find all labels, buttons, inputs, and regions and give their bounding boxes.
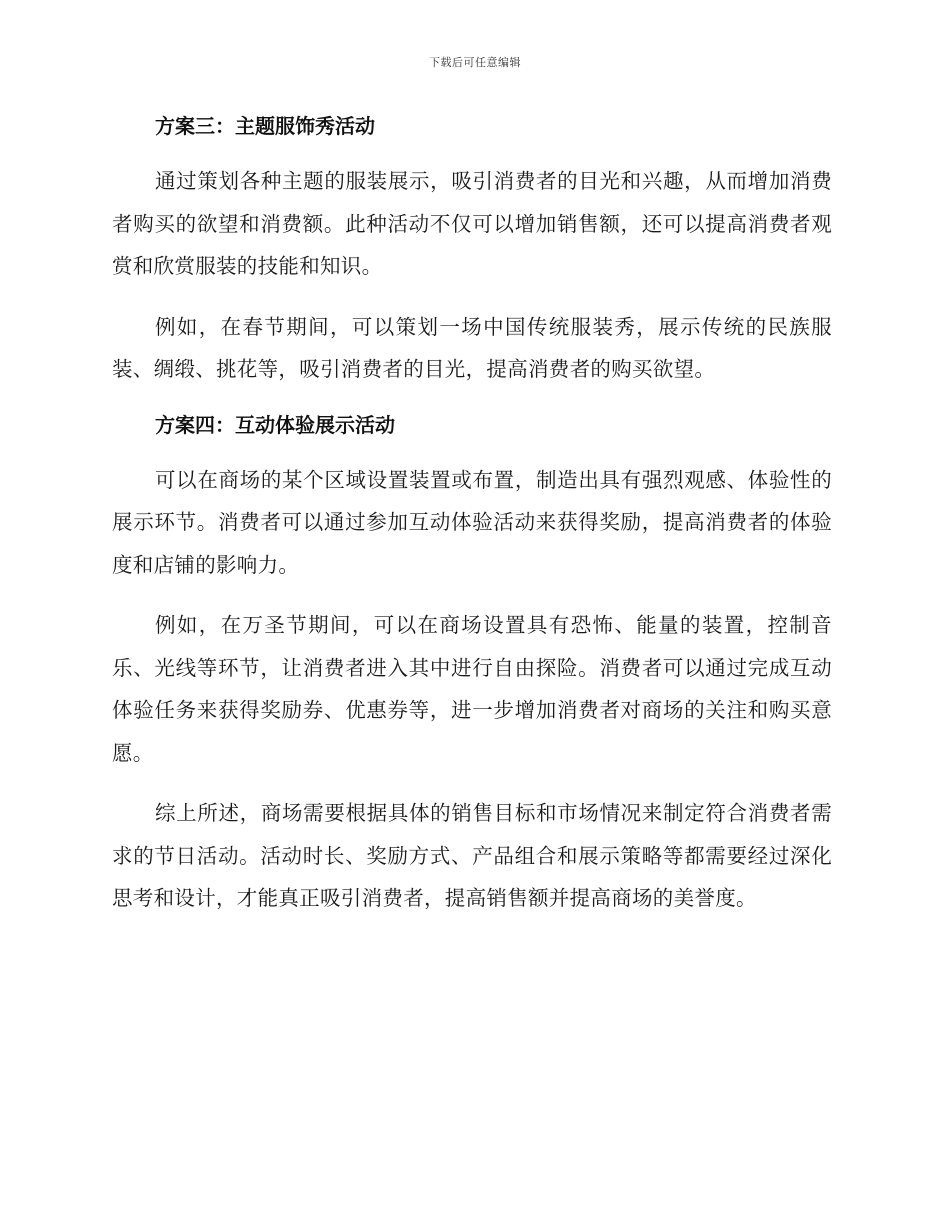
paragraph: 例如，在春节期间，可以策划一场中国传统服装秀，展示传统的民族服装、绸缎、挑花等，吸引消费者的目光，提高消费者的购买欲望。 — [112, 314, 832, 381]
document-body — [112, 110, 832, 938]
paragraph: 通过策划各种主题的服装展示，吸引消费者的目光和兴趣，从而增加消费者购买的欲望和消费额。此种活动不仅可以增加销售额，还可以提高消费者观赏和欣赏服装的技能和知识。 — [112, 169, 832, 278]
paragraph: 可以在商场的某个区域设置装置或布置，制造出具有强烈观感、体验性的展示环节。消费者可以通过参加互动体验活动来获得奖励，提高消费者的体验度和店铺的影响力。 — [112, 467, 832, 577]
section-heading: 方案三：主题服饰秀活动 — [155, 114, 375, 138]
paragraph: 例如，在万圣节期间，可以在商场设置具有恐怖、能量的装置，控制音乐、光线等环节，让消费者进入其中进行自由探险。消费者可以通过完成互动体验任务来获得奖励券、优惠券等，进一步增加消费者对商场的关注和购买意愿。 — [112, 613, 832, 765]
page-header: 下载后可任意编辑 — [429, 56, 521, 69]
paragraph: 综上所述，商场需要根据具体的销售目标和市场情况来制定符合消费者需求的节日活动。活动时长、奖励方式、产品组合和展示策略等都需要经过深化思考和设计，才能真正吸引消费者，提高销售额并提高商场的美誉度。 — [112, 801, 832, 910]
section-heading: 方案四：互动体验展示活动 — [155, 412, 395, 437]
